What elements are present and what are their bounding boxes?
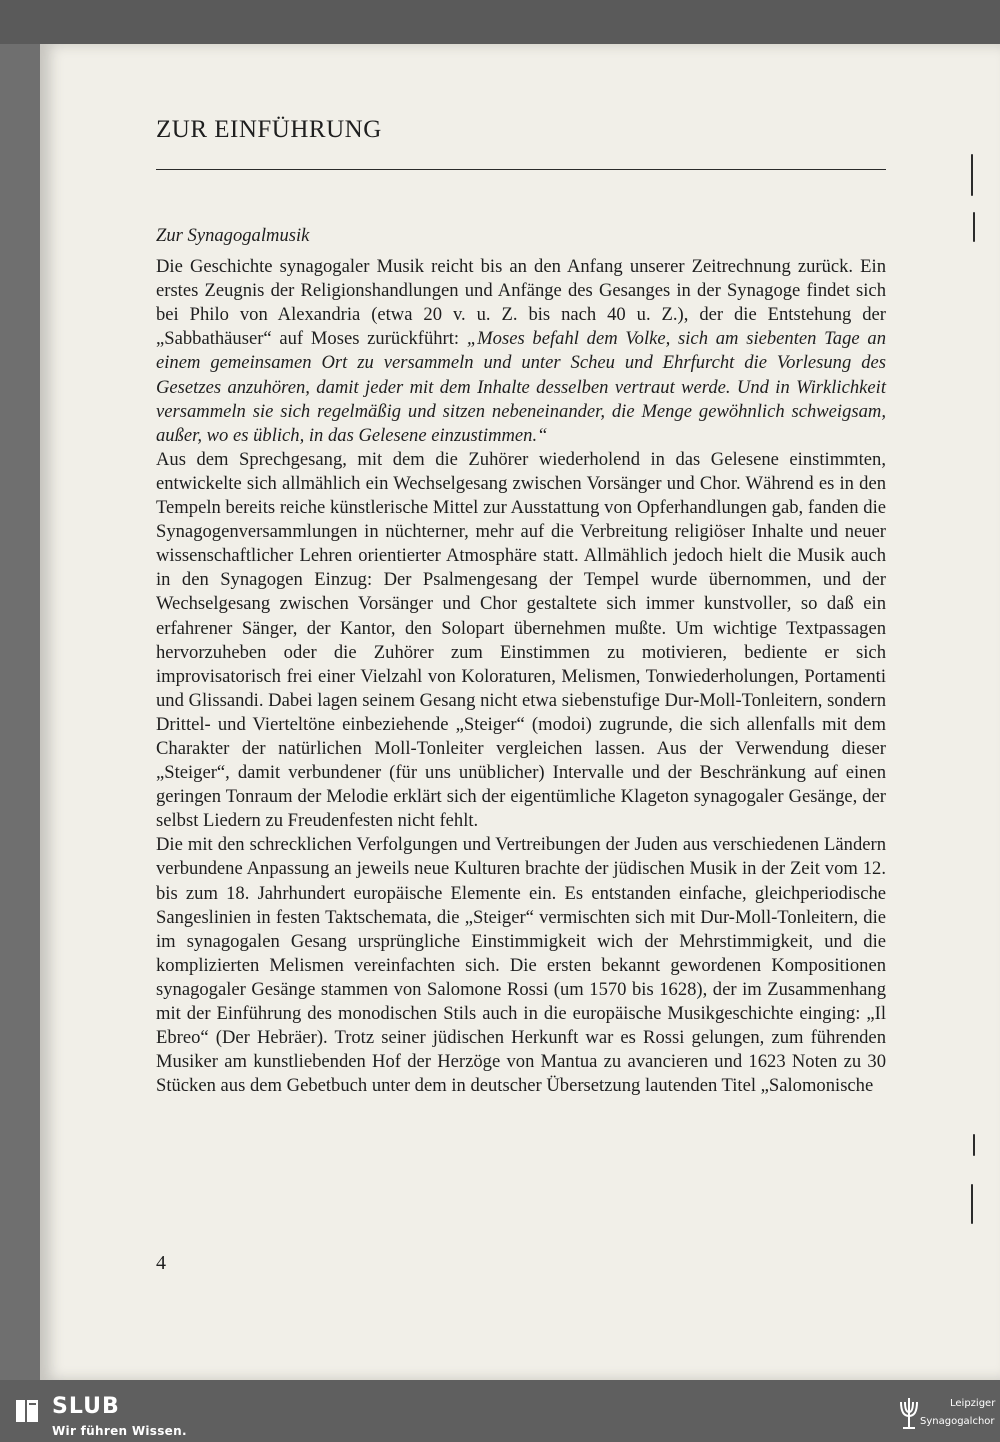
- section-subheading: Zur Synagogalmusik: [156, 225, 310, 246]
- body-text: [156, 224, 886, 1098]
- paragraph-2: Aus dem Sprechgesang, mit dem die Zuhörer wiederholend in das Gelesene einstimmten, entwickelte sich allmählich ein Wechselgesang zwischen Vorsänger und Chor. Während es in den Tempeln bereits reiche künstlerische Mittel zur Ausstattung von Opferhandlungen gab, fanden die Synagogenversammlungen in nüchterner, mehr auf die Verbreitung religiöser Inhalte und neuer wissenschaftlicher Lehren orientierter Atmosphäre statt. Allmählich jedoch hielt die Musik auch in den Synagogen Einzug: Der Psalmengesang der Tempel wurde übernommen, und der Wechselgesang zwischen Vorsänger und Chor gestaltete sich immer kunstvoller, so daß ein erfahrener Sänger, der Kantor, den Solopart übernehmen mußte. Um wichtige Textpassagen hervorzuheben oder die Zuhörer zum Einstimmen zu motivieren, bediente er sich improvisatorisch frei einer Vielzahl von Koloraturen, Melismen, Tonwiederholungen, Portamenti und Glissandi. Dabei lagen seinem Gesang nicht etwa siebenstufige Dur-Moll-Tonleitern, sondern Drittel- und Vierteltöne einbeziehende „Steiger“ (modoi) zugrunde, die sich allenfalls mit dem Charakter der natürlichen Moll-Tonleiter vergleichen lassen. Aus der Verwendung dieser „Steiger“, damit verbundener (für uns unüblicher) Intervalle und der Beschränkung auf einen geringen Tonraum der Melodie erklärt sich der eigentümliche Klageton synagogaler Gesänge, der selbst Liedern zu Freudenfesten nicht fehlt.: [156, 448, 886, 832]
- binding-staple-mark: [971, 154, 973, 196]
- paragraph-3: Die mit den schrecklichen Verfolgungen und Vertreibungen der Juden aus verschiedenen Ländern verbundene Anpassung an jeweils neue Kulturen brachte der jüdischen Musik in der Zeit vom 12. bis zum 18. Jahrhundert europäische Elemente ein. Es entstanden einfache, gleichperiodische Sangeslinien in festen Taktschemata, die „Steiger“ vermischten sich mit Dur-Moll-Tonleitern, die im synagogalen Gesang ursprüngliche Einstimmigkeit wich der Mehrstimmigkeit, und die komplizierten Melismen vereinfachten sich. Die ersten bekannt gewordenen Kompositionen synagogaler Gesänge stammen von Salomone Rossi (um 1570 bis 1628), der im Zusammenhang mit der Einführung des monodischen Stils auch in die europäische Musikgeschichte einging: „Il Ebreo“ (Der Hebräer). Trotz seiner jüdischen Herkunft war es Rossi gelungen, zum führenden Musiker am kunstliebenden Hof der Herzöge von Mantua zu avancieren und 1623 Noten zu 30 Stücken aus dem Gebetbuch unter dem in deutscher Übersetzung lautenden Titel „Salomonische: [156, 834, 886, 1097]
- scan-border-top: [0, 0, 1000, 44]
- menorah-icon: [896, 1394, 922, 1430]
- philo-quote: „Moses befahl dem Volke, sich am siebenten Tage an einem gemeinsamen Ort zu versammeln und unter Scheu und Ehrfurcht die Vorlesung des Gesetzes anzuhören, damit jeder mit dem Inhalte desselben vertraut werde. Und in Wirklichkeit versammeln sie sich regelmäßig und sitzen nebeneinander, die Menge gewöhnlich schweigsam, außer, wo es üblich, in das Gelesene einzustimmen.“: [156, 328, 886, 446]
- binding-staple-mark: [973, 212, 975, 242]
- page-heading: ZUR EINFÜHRUNG: [156, 116, 382, 143]
- partner-logo-line-1: Leipziger: [950, 1398, 996, 1409]
- page-number: 4: [156, 1252, 166, 1274]
- footer-bar: [0, 1380, 1000, 1442]
- partner-logo-line-2: Synagogalchor: [920, 1416, 995, 1427]
- book-icon: [14, 1398, 40, 1424]
- heading-rule: [156, 169, 886, 170]
- paragraph-1-intro: Die Geschichte synagogaler Musik reicht bis an den Anfang unserer Zeitrechnung zurück. Ein erstes Zeugnis der Religionshandlungen und Anfänge des Gesanges in der Synagoge findet sich bei Philo von Alexandria (etwa 20 v. u. Z. bis nach 40 u. Z.), der die Entstehung der „Sabbathäuser“ auf Moses zurückführt:: [156, 256, 886, 350]
- binding-staple-mark: [971, 1184, 973, 1224]
- binding-staple-mark: [973, 1134, 975, 1156]
- slub-logo-text: SLUB: [52, 1394, 120, 1419]
- slub-tagline: Wir führen Wissen.: [52, 1424, 187, 1438]
- document-page: [40, 44, 1000, 1380]
- paragraph-1: [156, 255, 886, 448]
